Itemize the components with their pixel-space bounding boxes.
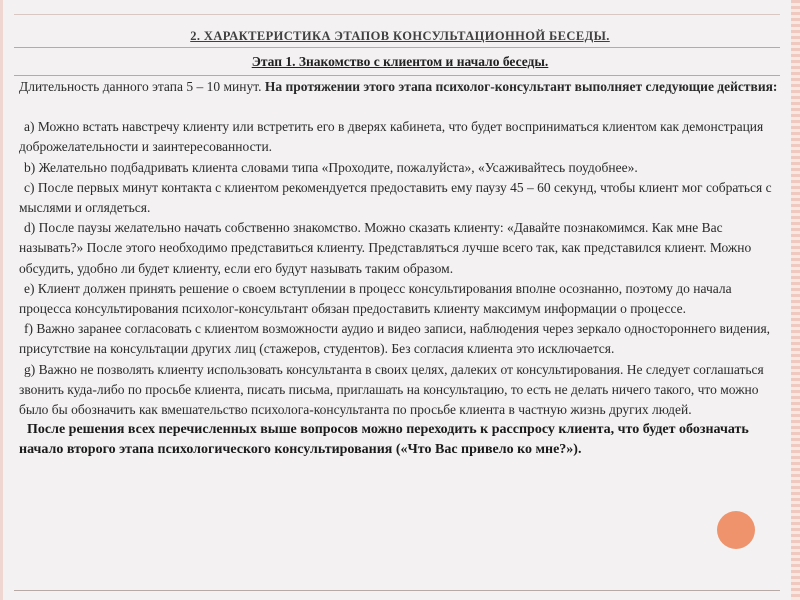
decorative-circle [717, 511, 755, 549]
list-item-e: е) Клиент должен принять решение о своем вступлении в процесс консультирования вполне осознанно, поэтому до начала процесса консультирования психолог-консультант обязан предоставить клиенту максимум информации о процессе. [19, 280, 732, 317]
list-item-b: b) Желательно подбадривать клиента словами типа «Проходите, пожалуйста», «Усаживайтесь поудобнее». [24, 159, 638, 175]
conclusion-paragraph: После решения всех перечисленных выше вопросов можно переходить к расспросу клиента, что будет обозначать начало второго этапа психологического консультирования («Что Вас привело ко мне?»). [19, 422, 749, 458]
right-border-decoration [791, 0, 800, 600]
left-border-decoration [0, 0, 3, 600]
slide-title: 2. ХАРАКТЕРИСТИКА ЭТАПОВ КОНСУЛЬТАЦИОННОЙ БЕСЕДЫ. [190, 29, 610, 43]
spacer [19, 97, 779, 117]
intro-plain-text: Длительность данного этапа 5 – 10 минут. [19, 79, 265, 94]
stage-divider [14, 75, 780, 76]
bottom-divider [14, 590, 780, 591]
list-item-d: d) После паузы желательно начать собственно знакомство. Можно сказать клиенту: «Давайте познакомимся. Как мне Вас называть?» После этого необходимо представиться клиенту. Представляться лучше всего так, как представился клиент. Можно обсудить, удобно ли будет клиенту, если его будут называть таким образом. [19, 220, 752, 276]
stage-title: Этап 1. Знакомство с клиентом и начало беседы. [251, 54, 549, 69]
slide-body [19, 77, 779, 460]
list-item-g: g) Важно не позволять клиенту использовать консультанта в своих целях, далеких от консультирования. Не следует соглашаться звонить куда-либо по просьбе клиента, писать письма, приглашать на консультацию, то есть не делать ничего такого, что можно было бы обозначить как вмешательство психолога-консультанта по просьбе клиента в частную жизнь других людей. [19, 361, 764, 418]
list-item-a: а) Можно встать навстречу клиенту или встретить его в дверях кабинета, что будет восприниматься клиентом как демонстрация доброжелательности и заинтересованности. [19, 119, 764, 155]
intro-bold-text: На протяжении этого этапа психолог-консультант выполняет следующие действия: [264, 79, 778, 94]
list-item-f: f) Важно заранее согласовать с клиентом возможности аудио и видео записи, наблюдения через зеркало одностороннего видения, присутствие на консультации других лиц (стажеров, студентов). Без согласия клиента это исключается. [19, 321, 771, 357]
top-divider [14, 14, 780, 15]
intro-paragraph [19, 77, 779, 97]
title-divider [14, 47, 780, 48]
list-item-c: с) После первых минут контакта с клиентом рекомендуется предоставить ему паузу 45 – 60 секунд, чтобы клиент мог собраться с мыслями и оглядеться. [19, 179, 772, 216]
